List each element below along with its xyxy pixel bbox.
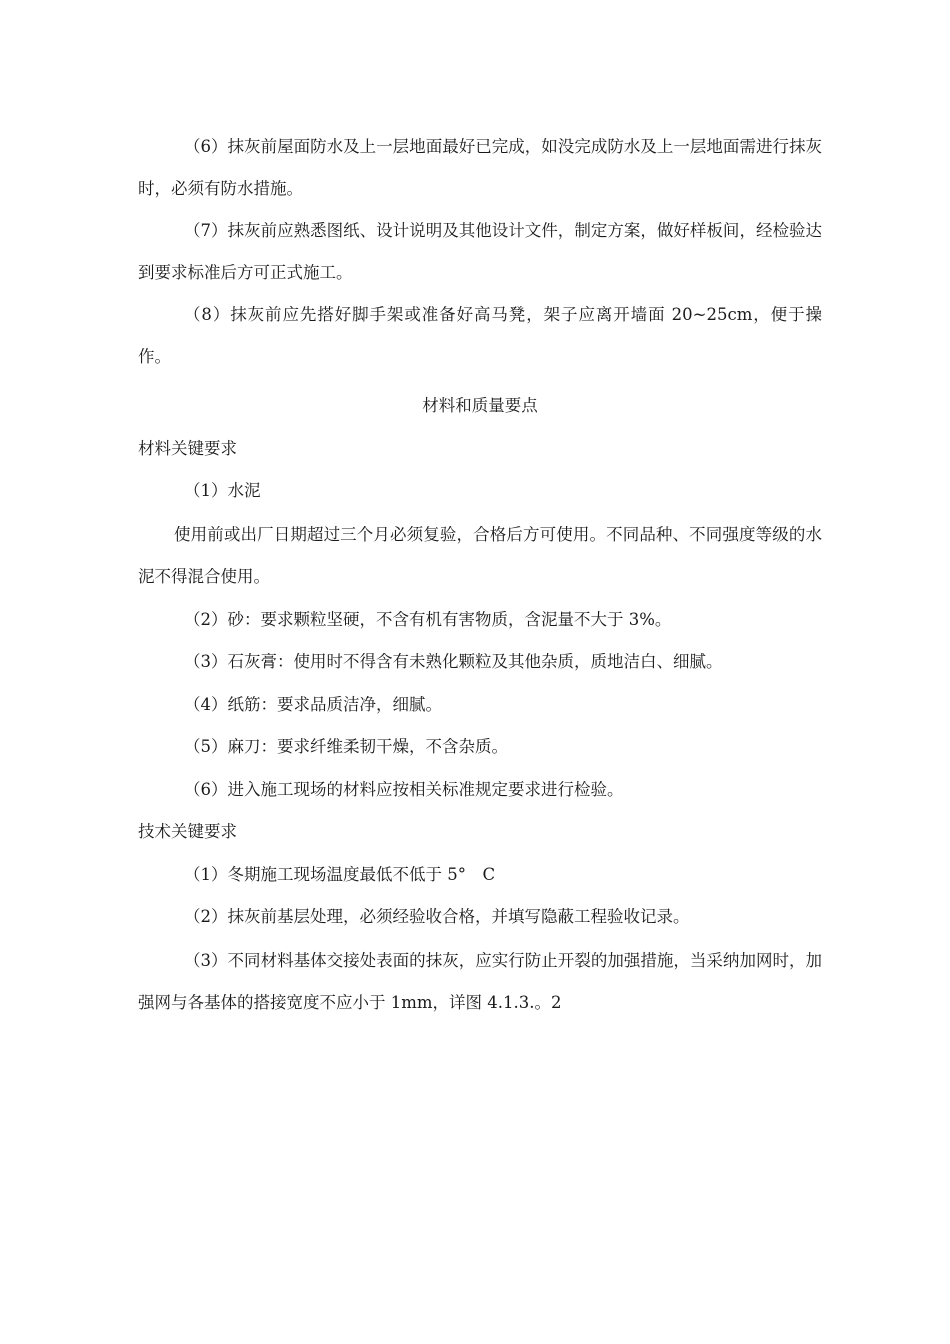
technical-requirements-heading: 技术关键要求 (138, 822, 237, 841)
paragraph-item-8: （8）抹灰前应先搭好脚手架或准备好高马凳，架子应离开墙面 20~25cm，便于操作。 (138, 305, 822, 366)
section-title: 材料和质量要点 (422, 396, 538, 415)
technical-item-reinforcement-mesh: （3）不同材料基体交接处表面的抹灰，应实行防止开裂的加强措施，当采纳加网时，加强网与各基体的搭接宽度不应小于 1mm，详图 4.1.3.。2 (138, 950, 822, 1012)
material-item-inspection: （6）进入施工现场的材料应按相关标准规定要求进行检验。 (184, 779, 624, 799)
material-item-sand: （2）砂：要求颗粒坚硬，不含有机有害物质，含泥量不大于 3%。 (184, 609, 672, 629)
material-item-cement: （1）水泥 (184, 481, 261, 500)
material-item-paper-fiber: （4）纸筋：要求品质洁净，细腻。 (184, 694, 442, 714)
technical-item-winter-temperature: （1）冬期施工现场温度最低不低于 5° C (184, 864, 496, 884)
material-item-hemp-fiber: （5）麻刀：要求纤维柔韧干燥，不含杂质。 (184, 737, 508, 756)
cement-description: 使用前或出厂日期超过三个月必须复验，合格后方可使用。不同品种、不同强度等级的水泥不得混合使用。 (138, 524, 822, 586)
material-requirements-heading: 材料关键要求 (138, 438, 237, 458)
paragraph-item-7: （7）抹灰前应熟悉图纸、设计说明及其他设计文件，制定方案，做好样板间，经检验达到要求标准后方可正式施工。 (138, 221, 822, 282)
paragraph-item-6: （6）抹灰前屋面防水及上一层地面最好已完成，如没完成防水及上一层地面需进行抹灰时，必须有防水措施。 (138, 137, 822, 198)
technical-item-base-treatment: （2）抹灰前基层处理，必须经验收合格，并填写隐蔽工程验收记录。 (184, 907, 690, 926)
document-page (138, 128, 822, 1024)
material-item-lime-paste: （3）石灰膏：使用时不得含有未熟化颗粒及其他杂质，质地洁白、细腻。 (184, 652, 723, 671)
